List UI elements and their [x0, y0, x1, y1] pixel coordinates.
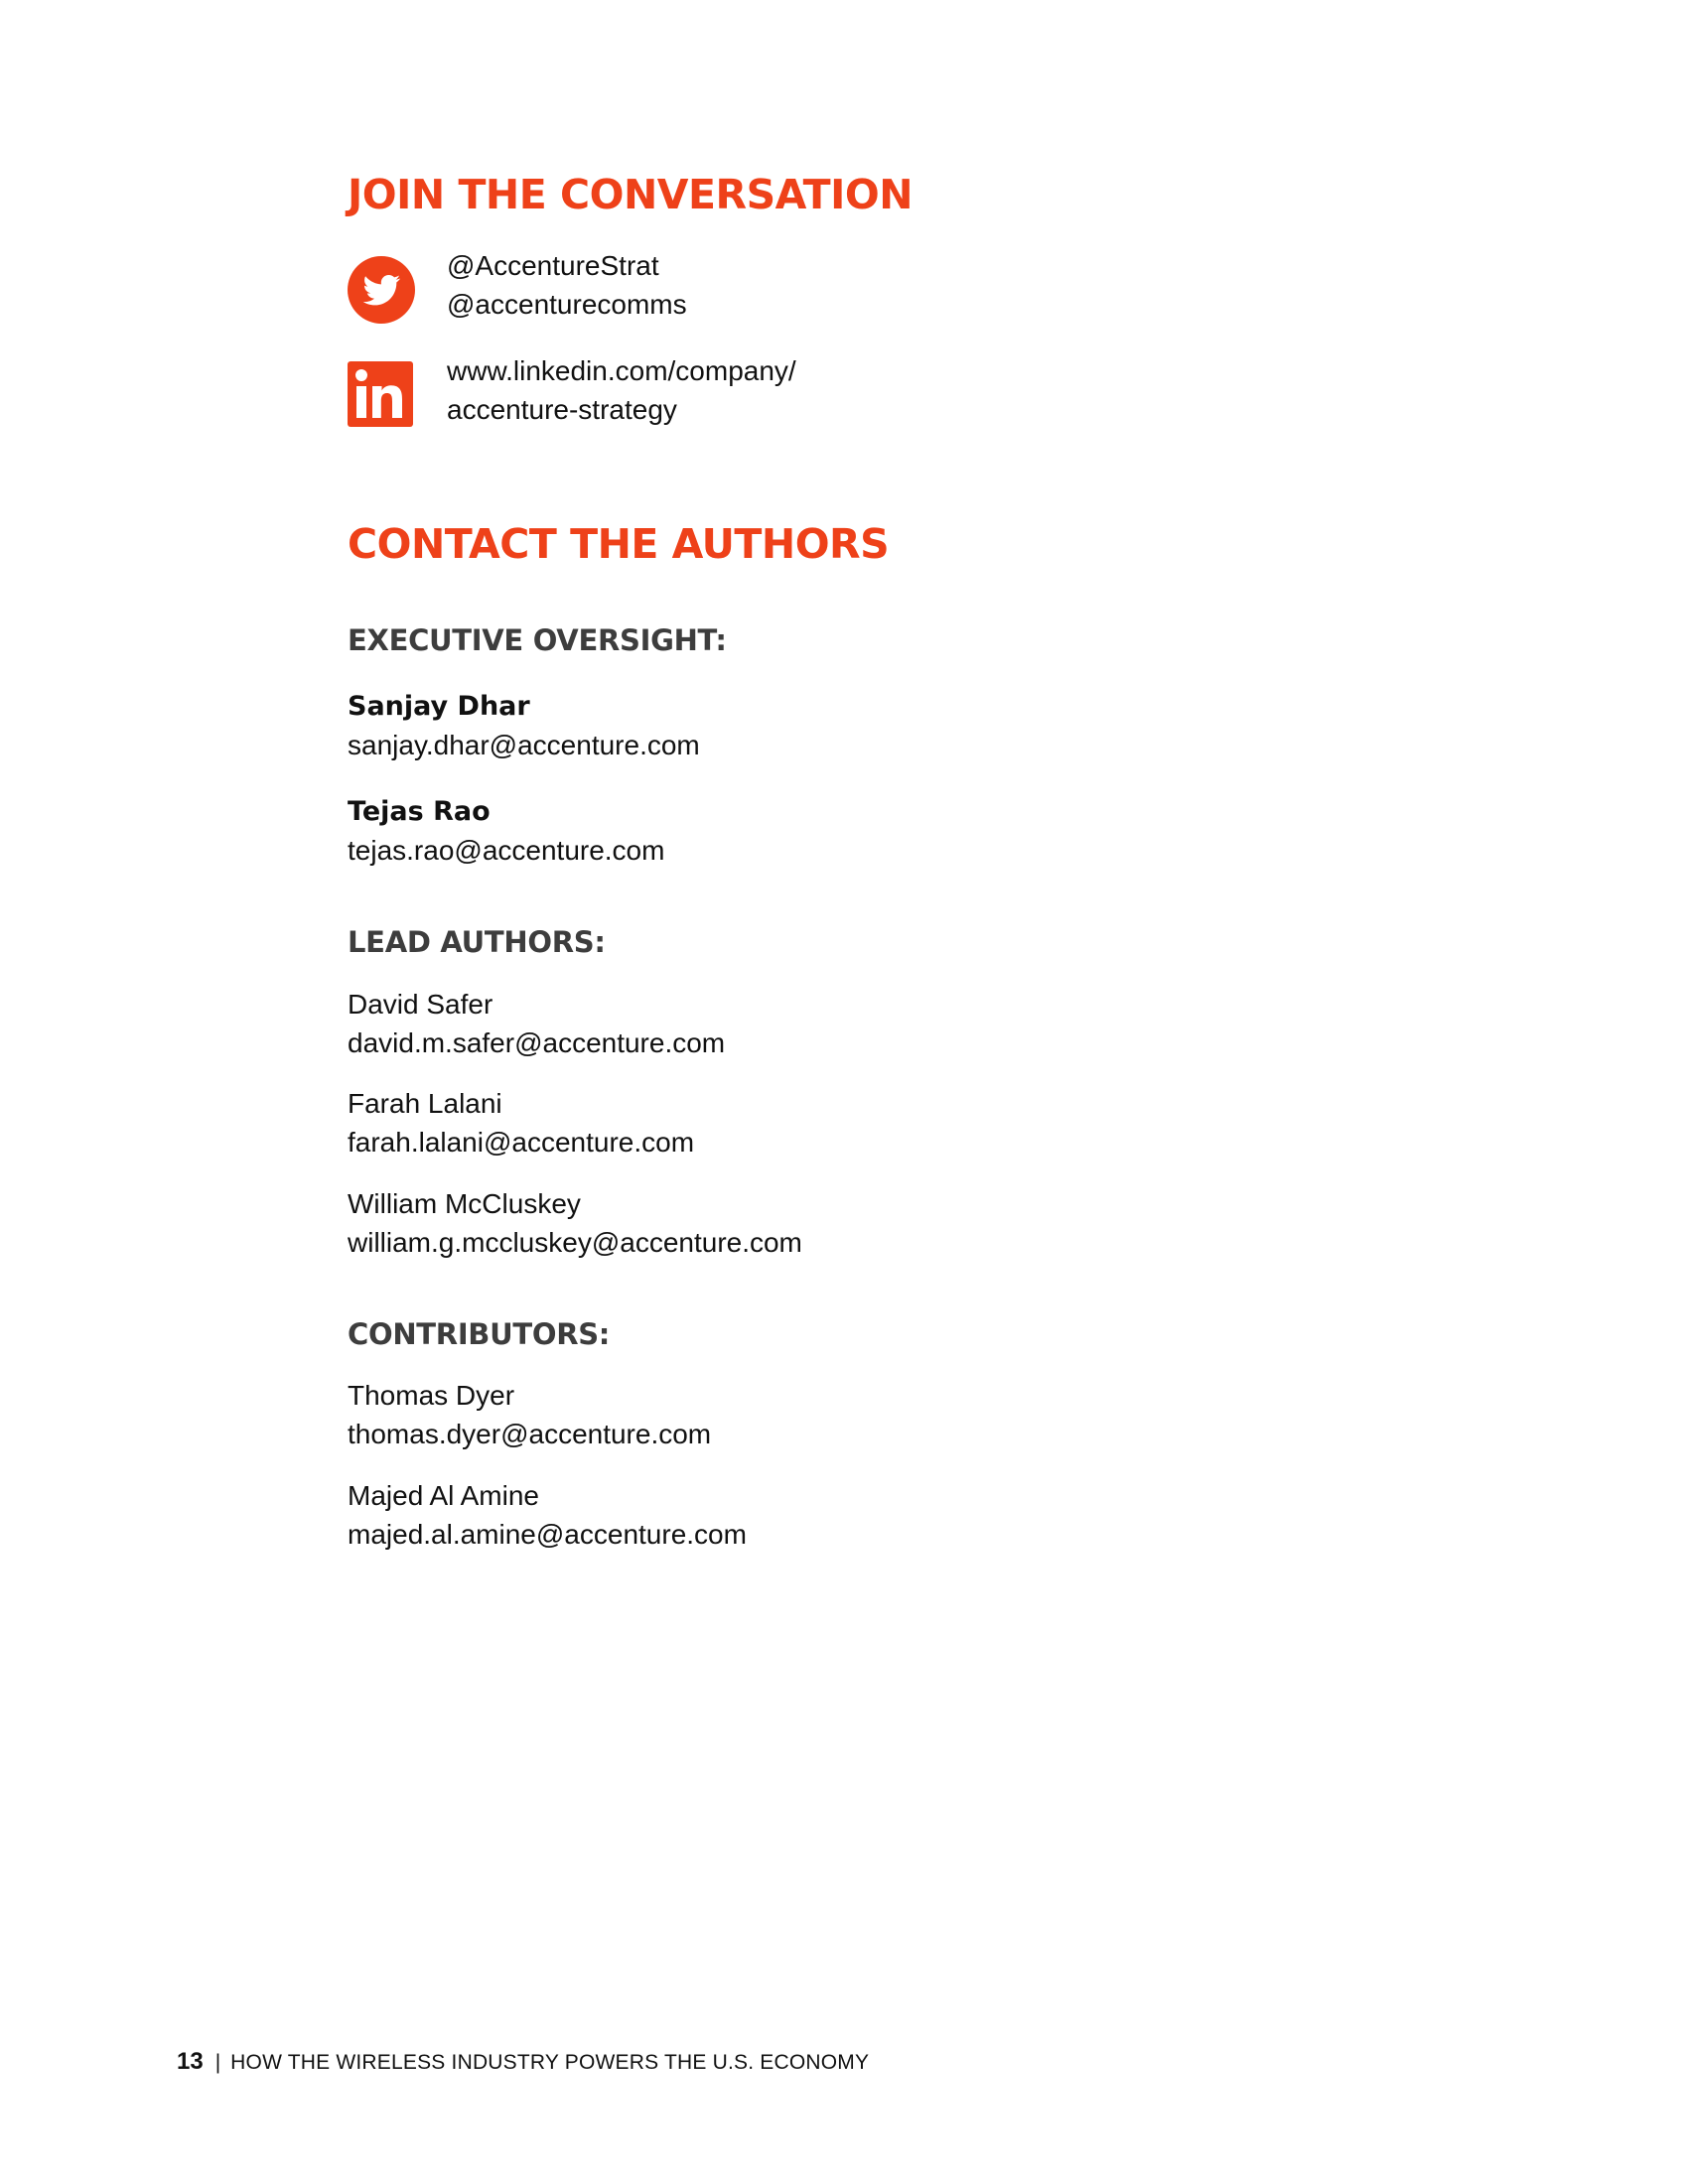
person-email[interactable]: sanjay.dhar@accenture.com	[348, 730, 700, 760]
person-email[interactable]: william.g.mccluskey@accenture.com	[348, 1227, 802, 1258]
person-entry	[348, 985, 725, 1062]
linkedin-url	[447, 351, 796, 429]
person-entry	[348, 1084, 694, 1161]
executive-oversight-label: EXECUTIVE OVERSIGHT:	[348, 623, 727, 657]
lead-authors-label: LEAD AUTHORS:	[348, 925, 606, 959]
person-name: Sanjay Dhar	[348, 691, 530, 722]
person-entry	[348, 1476, 747, 1554]
person-entry	[348, 792, 664, 870]
twitter-icon[interactable]	[348, 256, 415, 324]
person-email[interactable]: majed.al.amine@accenture.com	[348, 1519, 747, 1550]
twitter-handle-2[interactable]: @accenturecomms	[447, 289, 687, 320]
person-email[interactable]: tejas.rao@accenture.com	[348, 835, 665, 866]
linkedin-url-line-1[interactable]: www.linkedin.com/company/	[447, 355, 796, 386]
contact-heading: CONTACT THE AUTHORS	[348, 520, 890, 568]
person-name: David Safer	[348, 989, 493, 1020]
person-email[interactable]: david.m.safer@accenture.com	[348, 1027, 726, 1058]
person-email[interactable]: thomas.dyer@accenture.com	[348, 1419, 712, 1449]
person-name: William McCluskey	[348, 1188, 581, 1219]
person-entry	[348, 1184, 802, 1262]
person-name: Thomas Dyer	[348, 1380, 515, 1411]
person-name: Tejas Rao	[348, 796, 491, 827]
person-entry	[348, 1376, 711, 1453]
join-heading: JOIN THE CONVERSATION	[348, 171, 914, 218]
page-footer	[177, 2048, 869, 2076]
twitter-handles	[447, 246, 687, 324]
contributors-label: CONTRIBUTORS:	[348, 1317, 611, 1351]
person-entry	[348, 687, 700, 764]
person-name: Farah Lalani	[348, 1088, 502, 1119]
person-email[interactable]: farah.lalani@accenture.com	[348, 1127, 695, 1158]
footer-separator: |	[214, 2051, 221, 2074]
twitter-row	[348, 250, 1340, 336]
linkedin-icon[interactable]	[348, 361, 415, 429]
linkedin-row	[348, 355, 1340, 441]
person-name: Majed Al Amine	[348, 1480, 539, 1511]
document-title: HOW THE WIRELESS INDUSTRY POWERS THE U.S. ECONOMY	[230, 2051, 870, 2074]
linkedin-url-line-2[interactable]: accenture-strategy	[447, 394, 677, 425]
twitter-handle-1[interactable]: @AccentureStrat	[447, 250, 659, 281]
page-number: 13	[177, 2048, 204, 2075]
